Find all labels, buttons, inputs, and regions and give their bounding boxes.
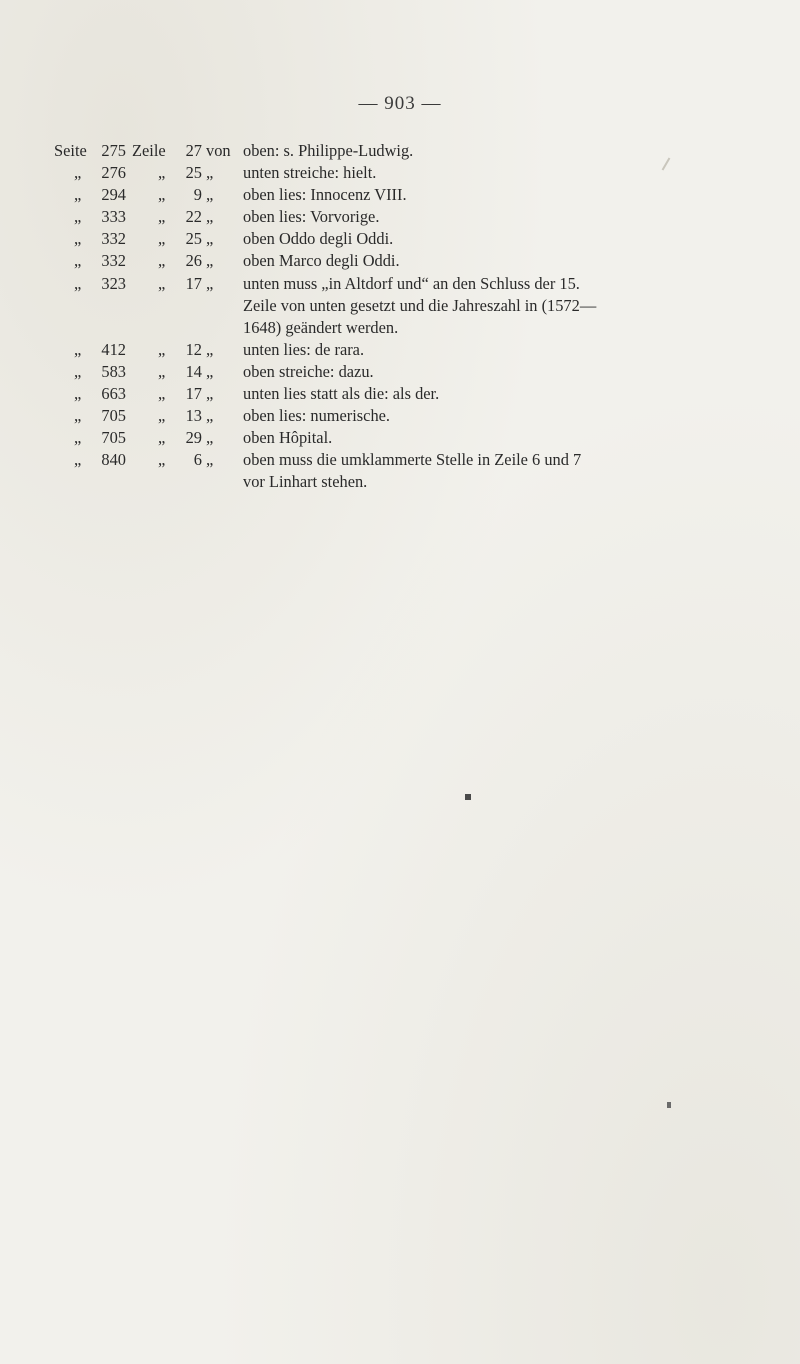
errata-continuation xyxy=(54,317,794,339)
ditto-mark: „ xyxy=(74,185,82,205)
correction-text: oben Marco degli Oddi. xyxy=(243,251,400,271)
ditto-mark: „ xyxy=(74,450,82,470)
errata-row xyxy=(54,427,794,449)
errata-row xyxy=(54,250,794,272)
ditto-mark: „ xyxy=(206,339,214,359)
errata-row xyxy=(54,361,794,383)
line-ref: 29 xyxy=(185,428,202,448)
seite-label: Seite xyxy=(54,141,87,160)
ditto-mark: „ xyxy=(158,361,166,381)
correction-text: oben Hôpital. xyxy=(243,428,333,448)
ditto-mark: „ xyxy=(74,229,82,249)
errata-row xyxy=(54,273,794,295)
ditto-mark: „ xyxy=(158,229,166,249)
ditto-mark: „ xyxy=(158,450,166,470)
page-ref: 412 xyxy=(101,339,126,359)
von-label: von xyxy=(206,141,231,160)
ditto-mark: „ xyxy=(206,229,214,249)
paper-speck xyxy=(667,1102,671,1108)
errata-continuation xyxy=(54,295,794,317)
page-ref: 840 xyxy=(101,450,126,470)
line-ref: 12 xyxy=(185,339,202,359)
ditto-mark: „ xyxy=(206,163,214,183)
ditto-mark: „ xyxy=(158,207,166,227)
ditto-mark: „ xyxy=(74,361,82,381)
page-ref: 333 xyxy=(101,207,126,227)
ditto-mark: „ xyxy=(206,428,214,448)
correction-text: oben lies: Innocenz VIII. xyxy=(243,185,407,205)
line-ref: 17 xyxy=(185,273,202,293)
page-ref: 332 xyxy=(101,251,126,271)
ditto-mark: „ xyxy=(158,339,166,359)
ditto-mark: „ xyxy=(74,428,82,448)
correction-text: Zeile von unten gesetzt und die Jahreszahl in (1572— xyxy=(243,295,597,315)
errata-row xyxy=(54,140,794,162)
line-ref: 22 xyxy=(185,207,202,227)
line-ref: 25 xyxy=(185,163,202,183)
line-ref: 25 xyxy=(185,229,202,249)
correction-text: vor Linhart stehen. xyxy=(243,472,368,492)
line-ref: 14 xyxy=(185,361,202,381)
page-number: — 903 — xyxy=(358,93,442,114)
errata-row xyxy=(54,228,794,250)
ditto-mark: „ xyxy=(74,163,82,183)
errata-row xyxy=(54,339,794,361)
ditto-mark: „ xyxy=(74,251,82,271)
page-ref: 663 xyxy=(101,384,126,404)
page-ref: 705 xyxy=(101,406,126,426)
errata-row xyxy=(54,184,794,206)
correction-text: oben: s. Philippe-Ludwig. xyxy=(243,141,414,160)
line-ref: 27 xyxy=(185,141,202,160)
ditto-mark: „ xyxy=(158,163,166,183)
ditto-mark: „ xyxy=(74,339,82,359)
ditto-mark: „ xyxy=(158,273,166,293)
correction-text: oben streiche: dazu. xyxy=(243,361,374,381)
errata-row xyxy=(54,405,794,427)
errata-row xyxy=(54,449,794,471)
page-ref: 332 xyxy=(101,229,126,249)
ditto-mark: „ xyxy=(206,361,214,381)
correction-text: unten muss „in Altdorf und“ an den Schluss der 15. xyxy=(243,273,580,293)
ditto-mark: „ xyxy=(74,207,82,227)
correction-text: unten streiche: hielt. xyxy=(243,163,377,183)
ditto-mark: „ xyxy=(206,273,214,293)
paper-speck xyxy=(465,794,471,800)
ditto-mark: „ xyxy=(206,406,214,426)
errata-row xyxy=(54,383,794,405)
ditto-mark: „ xyxy=(206,384,214,404)
correction-text: unten lies: de rara. xyxy=(243,339,365,359)
correction-text: 1648) geändert werden. xyxy=(243,317,399,337)
ditto-mark: „ xyxy=(74,273,82,293)
ditto-mark: „ xyxy=(74,384,82,404)
page-ref: 583 xyxy=(101,361,126,381)
ditto-mark: „ xyxy=(158,384,166,404)
correction-text: oben lies: numerische. xyxy=(243,406,391,426)
errata-continuation xyxy=(54,471,794,493)
line-ref: 9 xyxy=(193,185,202,205)
line-ref: 13 xyxy=(185,406,202,426)
ditto-mark: „ xyxy=(206,185,214,205)
ditto-mark: „ xyxy=(74,406,82,426)
correction-text: oben Oddo degli Oddi. xyxy=(243,229,394,249)
ditto-mark: „ xyxy=(158,251,166,271)
ditto-mark: „ xyxy=(158,428,166,448)
errata-row xyxy=(54,206,794,228)
page-ref: 323 xyxy=(101,273,126,293)
ditto-mark: „ xyxy=(206,207,214,227)
page-ref: 275 xyxy=(101,141,126,160)
page-ref: 294 xyxy=(101,185,126,205)
correction-text: oben lies: Vorvorige. xyxy=(243,207,380,227)
correction-text: oben muss die umklammerte Stelle in Zeile 6 und 7 xyxy=(243,450,582,470)
zeile-label: Zeile xyxy=(132,141,166,160)
ditto-mark: „ xyxy=(206,450,214,470)
ditto-mark: „ xyxy=(206,251,214,271)
ditto-mark: „ xyxy=(158,406,166,426)
line-ref: 6 xyxy=(193,450,202,470)
ditto-mark: „ xyxy=(158,185,166,205)
errata-list xyxy=(54,140,794,494)
errata-row xyxy=(54,162,794,184)
line-ref: 26 xyxy=(185,251,202,271)
line-ref: 17 xyxy=(185,384,202,404)
page-ref: 276 xyxy=(101,163,126,183)
page-ref: 705 xyxy=(101,428,126,448)
correction-text: unten lies statt als die: als der. xyxy=(243,384,440,404)
